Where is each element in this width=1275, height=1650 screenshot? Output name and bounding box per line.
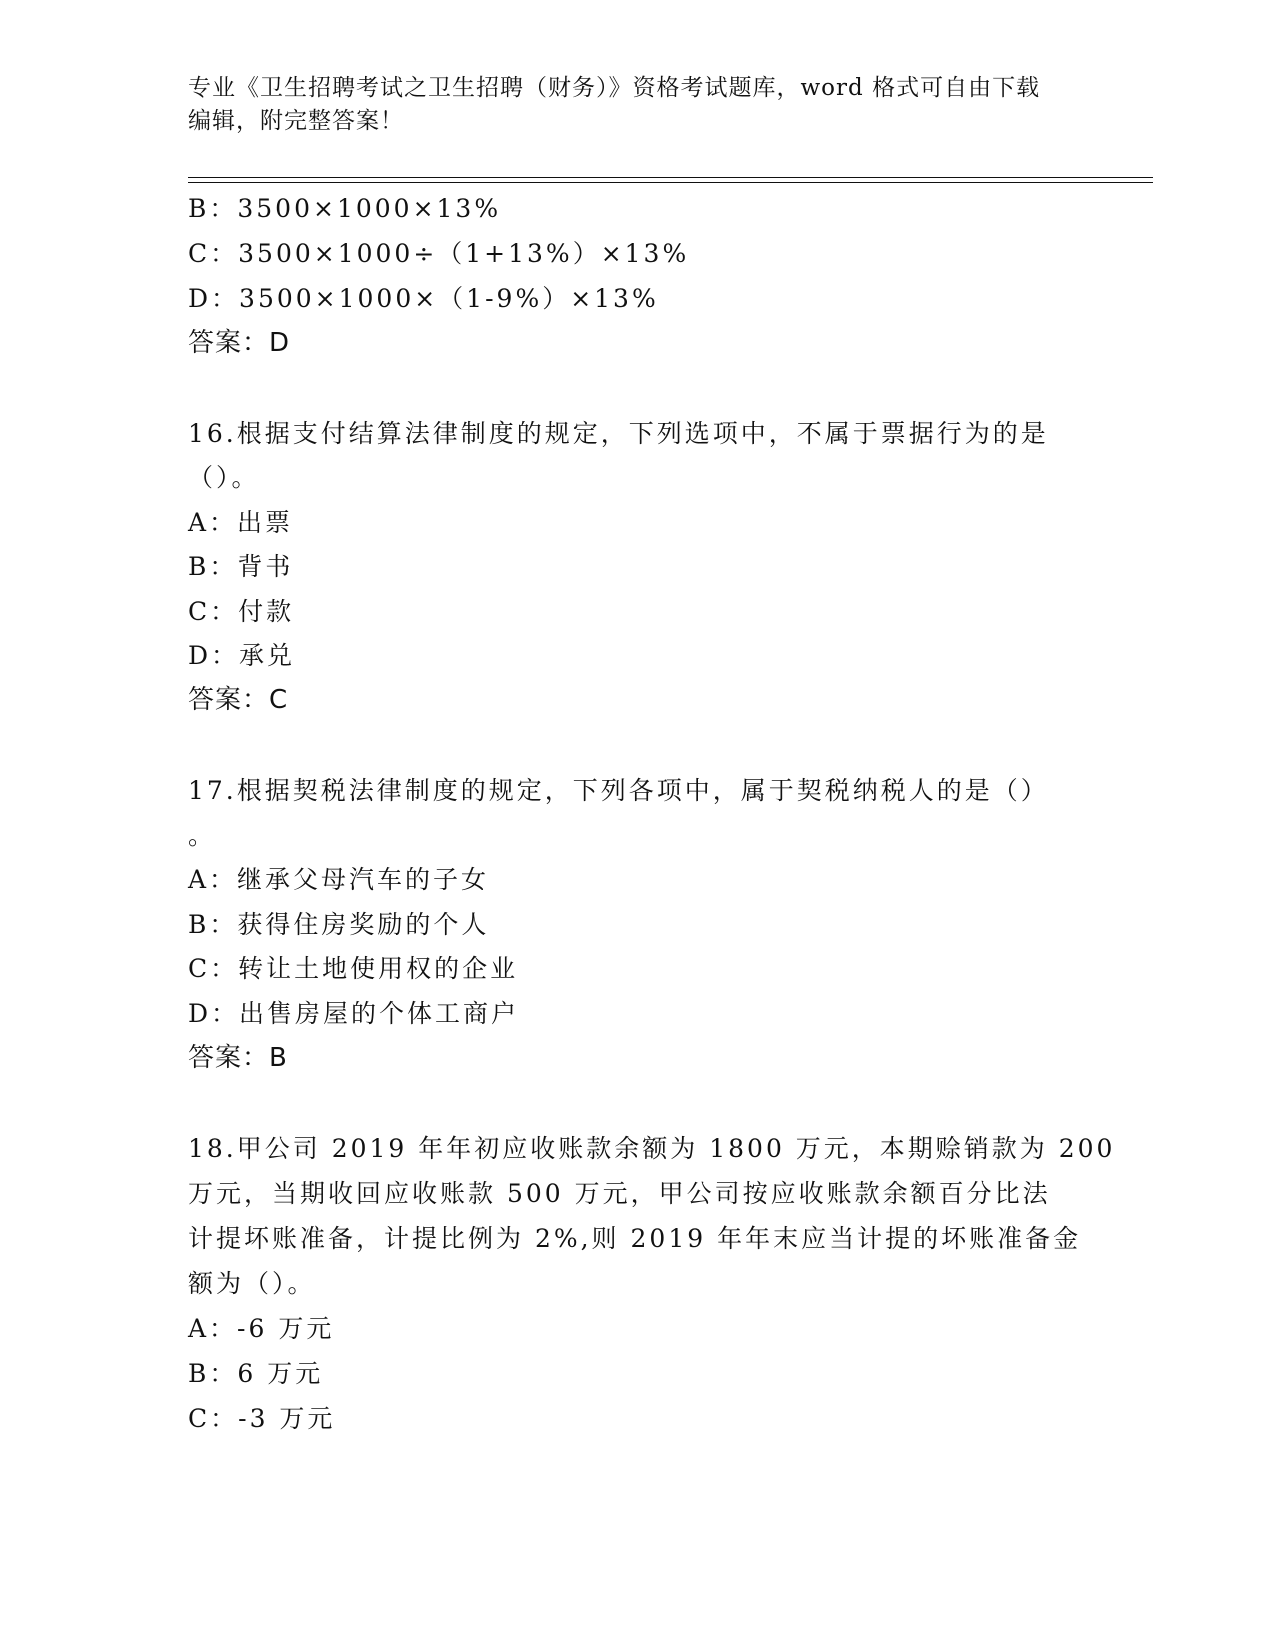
q15-option-c: C：3500×1000÷（1+13%）×13%: [188, 239, 690, 268]
document-header: [188, 72, 1068, 138]
q16-option-d: D：承兑: [188, 641, 296, 670]
q16-stem-line-1: 16.根据支付结算法律制度的规定，下列选项中，不属于票据行为的是: [188, 419, 1049, 448]
header-divider-top: [188, 177, 1153, 178]
q18-stem-line-4: 额为（）。: [188, 1269, 316, 1298]
q17-answer: 答案：B: [188, 1043, 288, 1073]
q18-option-b: B：6 万元: [188, 1359, 324, 1388]
q15-answer: 答案：D: [188, 328, 291, 358]
q17-option-a: A：继承父母汽车的子女: [188, 865, 490, 894]
q18-option-c: C：-3 万元: [188, 1404, 336, 1433]
q17-option-b: B：获得住房奖励的个人: [188, 910, 490, 939]
q15-option-d: D：3500×1000×（1-9%）×13%: [188, 284, 659, 313]
q16-option-c: C：付款: [188, 597, 295, 626]
header-line-1: 专业《卫生招聘考试之卫生招聘（财务）》资格考试题库，word 格式可自由下载: [188, 75, 1041, 101]
q17-option-c: C：转让土地使用权的企业: [188, 954, 519, 983]
q16-stem-line-2: （）。: [188, 463, 260, 492]
q17-option-d: D：出售房屋的个体工商户: [188, 999, 520, 1028]
header-line-2: 编辑，附完整答案！: [188, 108, 404, 134]
q16-option-b: B：背书: [188, 552, 294, 581]
q18-stem-line-1: 18.甲公司 2019 年年初应收账款余额为 1800 万元，本期赊销款为 200: [188, 1134, 1116, 1163]
q16-option-a: A：出票: [188, 508, 294, 537]
q16-answer: 答案：C: [188, 685, 289, 715]
header-divider-bottom: [188, 182, 1153, 183]
q17-stem-line-2: 。: [188, 821, 217, 850]
q18-stem-line-3: 计提坏账准备，计提比例为 2%,则 2019 年年末应当计提的坏账准备金: [188, 1224, 1082, 1253]
q17-stem-line-1: 17.根据契税法律制度的规定，下列各项中，属于契税纳税人的是（）: [188, 776, 1049, 805]
q18-option-a: A：-6 万元: [188, 1314, 335, 1343]
q15-option-b: B：3500×1000×13%: [188, 194, 502, 223]
q18-stem-line-2: 万元，当期收回应收账款 500 万元，甲公司按应收账款余额百分比法: [188, 1179, 1051, 1208]
